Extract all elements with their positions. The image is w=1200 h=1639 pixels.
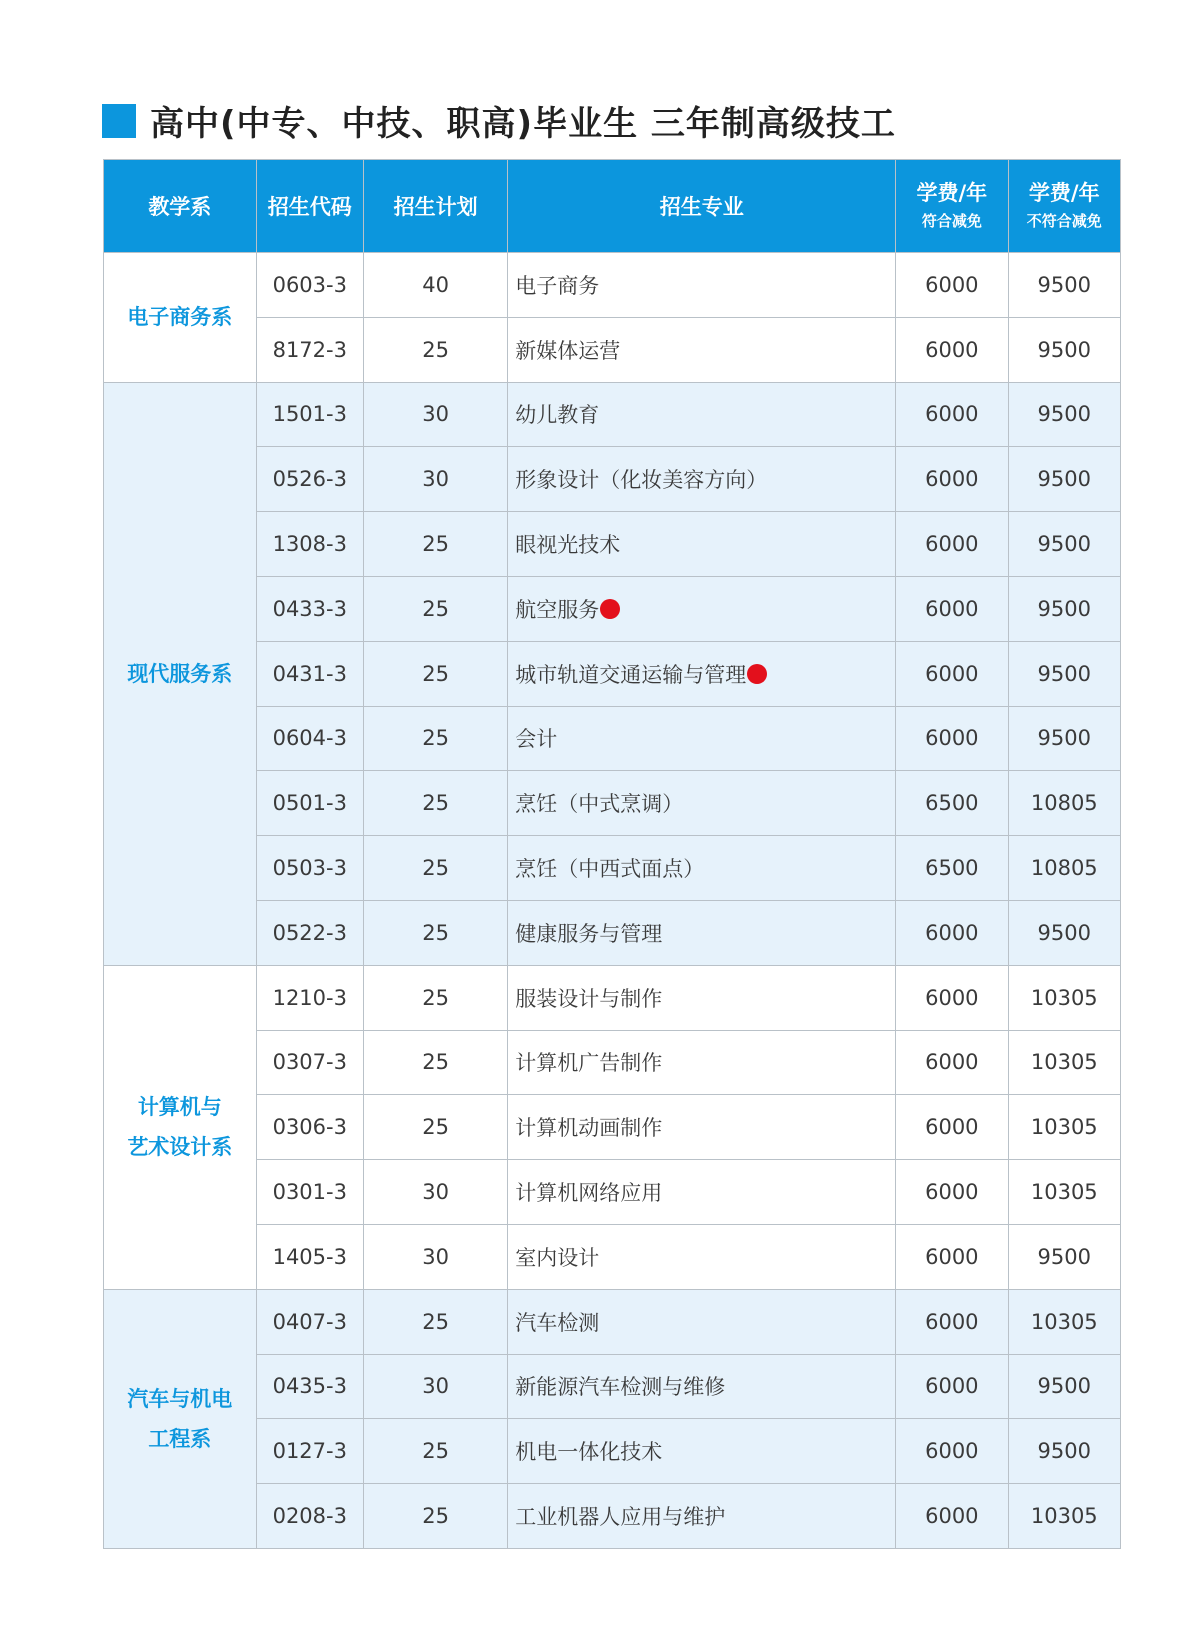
plan-cell xyxy=(363,900,507,965)
code-cell xyxy=(256,771,363,836)
major-cell xyxy=(508,1354,896,1419)
plan-cell xyxy=(363,512,507,577)
fee-eligible-cell-text: 6500 xyxy=(925,856,979,881)
header-fee-ineligible xyxy=(1008,160,1120,253)
code-cell-text: 0603-3 xyxy=(272,272,347,297)
fee-ineligible-cell xyxy=(1008,836,1120,901)
fee-eligible-cell-text: 6000 xyxy=(925,467,979,492)
plan-cell-text: 25 xyxy=(422,920,449,945)
code-cell xyxy=(256,1289,363,1354)
department-cell xyxy=(104,965,257,1289)
code-cell-text: 0433-3 xyxy=(272,596,347,621)
fee-eligible-cell xyxy=(896,1160,1008,1225)
fee-eligible-cell xyxy=(896,382,1008,447)
department-name-line: 艺术设计系 xyxy=(127,1135,233,1160)
code-cell xyxy=(256,641,363,706)
fee-ineligible-cell-text: 9500 xyxy=(1037,337,1091,362)
code-cell xyxy=(256,317,363,382)
plan-cell xyxy=(363,1095,507,1160)
code-cell-text: 0526-3 xyxy=(272,467,347,492)
table-row xyxy=(104,900,1121,965)
fee-ineligible-cell xyxy=(1008,900,1120,965)
fee-eligible-cell xyxy=(896,1419,1008,1484)
code-cell-text: 0604-3 xyxy=(272,726,347,751)
plan-cell-text: 25 xyxy=(422,1050,449,1075)
fee-eligible-cell xyxy=(896,1224,1008,1289)
table-row xyxy=(104,1419,1121,1484)
major-cell-text: 航空服务 xyxy=(515,597,600,622)
code-cell xyxy=(256,382,363,447)
fee-ineligible-cell xyxy=(1008,1419,1120,1484)
table-row xyxy=(104,382,1121,447)
fee-ineligible-cell xyxy=(1008,1224,1120,1289)
table-row xyxy=(104,1160,1121,1225)
fee-eligible-cell xyxy=(896,1354,1008,1419)
table-body xyxy=(104,253,1121,1549)
code-cell xyxy=(256,1160,363,1225)
major-cell xyxy=(508,1030,896,1095)
plan-cell-text: 25 xyxy=(422,1309,449,1334)
fee-eligible-cell-text: 6000 xyxy=(925,1115,979,1140)
plan-cell-text: 25 xyxy=(422,1504,449,1529)
fee-eligible-cell xyxy=(896,771,1008,836)
code-cell-text: 0307-3 xyxy=(272,1050,347,1075)
red-dot-icon xyxy=(600,599,620,619)
major-cell xyxy=(508,965,896,1030)
major-cell xyxy=(508,382,896,447)
fee-ineligible-cell-text: 9500 xyxy=(1037,467,1091,492)
plan-cell xyxy=(363,771,507,836)
plan-cell-text: 30 xyxy=(422,1374,449,1399)
fee-eligible-cell xyxy=(896,317,1008,382)
fee-ineligible-cell-text: 10305 xyxy=(1030,1180,1098,1205)
table-row xyxy=(104,512,1121,577)
plan-cell-text: 30 xyxy=(422,1244,449,1269)
code-cell-text: 0407-3 xyxy=(272,1309,347,1334)
plan-cell xyxy=(363,382,507,447)
code-cell xyxy=(256,1484,363,1549)
table-row xyxy=(104,836,1121,901)
major-cell xyxy=(508,253,896,318)
major-cell xyxy=(508,1160,896,1225)
major-cell-text: 烹饪（中式烹调） xyxy=(515,792,684,817)
code-cell-text: 1308-3 xyxy=(272,532,347,557)
fee-ineligible-cell xyxy=(1008,706,1120,771)
code-cell xyxy=(256,1419,363,1484)
major-cell-text: 会计 xyxy=(515,727,558,752)
fee-eligible-cell-text: 6000 xyxy=(925,1504,979,1529)
fee-eligible-cell-text: 6000 xyxy=(925,596,979,621)
plan-cell xyxy=(363,706,507,771)
fee-eligible-cell xyxy=(896,641,1008,706)
fee-ineligible-cell-text: 9500 xyxy=(1037,1244,1091,1269)
plan-cell-text: 25 xyxy=(422,726,449,751)
plan-cell xyxy=(363,447,507,512)
plan-cell xyxy=(363,576,507,641)
table-row xyxy=(104,1030,1121,1095)
header-plan: 招生计划 xyxy=(363,160,507,253)
fee-ineligible-cell xyxy=(1008,447,1120,512)
fee-eligible-cell-text: 6000 xyxy=(925,1244,979,1269)
plan-cell-text: 25 xyxy=(422,1115,449,1140)
fee-ineligible-cell xyxy=(1008,1095,1120,1160)
fee-eligible-cell xyxy=(896,1095,1008,1160)
fee-ineligible-cell xyxy=(1008,641,1120,706)
code-cell xyxy=(256,1030,363,1095)
fee-eligible-cell-text: 6000 xyxy=(925,532,979,557)
fee-ineligible-cell-text: 9500 xyxy=(1037,596,1091,621)
code-cell-text: 0431-3 xyxy=(272,661,347,686)
table-row xyxy=(104,1354,1121,1419)
fee-eligible-cell-text: 6000 xyxy=(925,1050,979,1075)
header-major: 招生专业 xyxy=(508,160,896,253)
title-square-icon xyxy=(102,104,136,138)
major-cell xyxy=(508,317,896,382)
fee-ineligible-cell-text: 9500 xyxy=(1037,402,1091,427)
table-row xyxy=(104,1095,1121,1160)
fee-eligible-cell xyxy=(896,965,1008,1030)
major-cell xyxy=(508,771,896,836)
major-cell-text: 眼视光技术 xyxy=(515,533,621,558)
fee-ineligible-cell-text: 9500 xyxy=(1037,726,1091,751)
red-dot-icon xyxy=(747,664,767,684)
code-cell xyxy=(256,836,363,901)
major-cell xyxy=(508,706,896,771)
major-cell-text: 幼儿教育 xyxy=(515,403,600,428)
major-cell-text: 城市轨道交通运输与管理 xyxy=(515,662,747,687)
fee-ineligible-cell xyxy=(1008,1160,1120,1225)
major-cell-text: 新媒体运营 xyxy=(515,338,621,363)
major-cell-text: 烹饪（中西式面点） xyxy=(515,857,705,882)
code-cell xyxy=(256,253,363,318)
fee-ineligible-cell xyxy=(1008,771,1120,836)
plan-cell xyxy=(363,965,507,1030)
fee-eligible-cell xyxy=(896,1484,1008,1549)
table-row xyxy=(104,1224,1121,1289)
fee-ineligible-cell-text: 9500 xyxy=(1037,920,1091,945)
code-cell-text: 0306-3 xyxy=(272,1115,347,1140)
department-name-line: 汽车与机电 xyxy=(127,1386,233,1411)
code-cell xyxy=(256,1095,363,1160)
major-cell-text: 计算机网络应用 xyxy=(515,1181,663,1206)
major-cell xyxy=(508,641,896,706)
header-department: 教学系 xyxy=(104,160,257,253)
fee-ineligible-cell-text: 10805 xyxy=(1030,791,1098,816)
plan-cell-text: 30 xyxy=(422,1180,449,1205)
code-cell xyxy=(256,576,363,641)
fee-eligible-cell-text: 6000 xyxy=(925,1309,979,1334)
code-cell xyxy=(256,900,363,965)
major-cell-text: 汽车检测 xyxy=(515,1310,600,1335)
major-cell-text: 电子商务 xyxy=(515,273,600,298)
major-cell-text: 服装设计与制作 xyxy=(515,986,663,1011)
department-cell xyxy=(104,253,257,383)
fee-ineligible-cell xyxy=(1008,1354,1120,1419)
fee-eligible-cell xyxy=(896,836,1008,901)
code-cell-text: 1210-3 xyxy=(272,985,347,1010)
fee-ineligible-cell xyxy=(1008,1289,1120,1354)
department-name-line: 工程系 xyxy=(148,1426,212,1451)
plan-cell xyxy=(363,317,507,382)
table-row xyxy=(104,706,1121,771)
enrollment-table xyxy=(103,159,1121,1549)
table-row xyxy=(104,1289,1121,1354)
code-cell xyxy=(256,965,363,1030)
fee-ineligible-cell-text: 10305 xyxy=(1030,1504,1098,1529)
page-title: 高中(中专、中技、职高)毕业生 三年制高级技工 xyxy=(150,104,896,144)
plan-cell-text: 30 xyxy=(422,402,449,427)
plan-cell-text: 25 xyxy=(422,1439,449,1464)
plan-cell xyxy=(363,1030,507,1095)
department-cell xyxy=(104,1289,257,1548)
fee-eligible-cell-text: 6000 xyxy=(925,402,979,427)
fee-ineligible-cell-text: 10305 xyxy=(1030,1050,1098,1075)
major-cell xyxy=(508,1095,896,1160)
plan-cell-text: 25 xyxy=(422,791,449,816)
code-cell xyxy=(256,1354,363,1419)
fee-ineligible-cell-text: 9500 xyxy=(1037,272,1091,297)
plan-cell xyxy=(363,1354,507,1419)
fee-ineligible-cell-text: 10305 xyxy=(1030,1115,1098,1140)
department-name-line: 计算机与 xyxy=(137,1095,222,1120)
table-row xyxy=(104,965,1121,1030)
major-cell xyxy=(508,576,896,641)
table-row xyxy=(104,771,1121,836)
major-cell-text: 健康服务与管理 xyxy=(515,921,663,946)
plan-cell-text: 30 xyxy=(422,467,449,492)
plan-cell-text: 25 xyxy=(422,596,449,621)
plan-cell xyxy=(363,836,507,901)
major-cell xyxy=(508,900,896,965)
major-cell xyxy=(508,1484,896,1549)
plan-cell-text: 25 xyxy=(422,661,449,686)
department-name-line: 现代服务系 xyxy=(127,661,233,686)
code-cell-text: 0127-3 xyxy=(272,1439,347,1464)
fee-ineligible-cell-text: 10305 xyxy=(1030,1309,1098,1334)
table-header xyxy=(104,160,1121,253)
plan-cell-text: 25 xyxy=(422,337,449,362)
fee-eligible-cell-text: 6000 xyxy=(925,985,979,1010)
code-cell-text: 0208-3 xyxy=(272,1504,347,1529)
code-cell-text: 0501-3 xyxy=(272,791,347,816)
plan-cell xyxy=(363,1224,507,1289)
code-cell-text: 1405-3 xyxy=(272,1244,347,1269)
table-row xyxy=(104,576,1121,641)
fee-ineligible-cell-text: 9500 xyxy=(1037,1374,1091,1399)
table-row xyxy=(104,447,1121,512)
fee-eligible-cell-text: 6000 xyxy=(925,661,979,686)
code-cell-text: 1501-3 xyxy=(272,402,347,427)
code-cell-text: 0435-3 xyxy=(272,1374,347,1399)
code-cell-text: 0503-3 xyxy=(272,856,347,881)
plan-cell xyxy=(363,1484,507,1549)
fee-ineligible-cell-text: 9500 xyxy=(1037,1439,1091,1464)
fee-ineligible-cell xyxy=(1008,576,1120,641)
table-row xyxy=(104,1484,1121,1549)
fee-eligible-cell-text: 6000 xyxy=(925,920,979,945)
plan-cell xyxy=(363,1419,507,1484)
major-cell xyxy=(508,512,896,577)
fee-eligible-cell xyxy=(896,253,1008,318)
major-cell-text: 新能源汽车检测与维修 xyxy=(515,1375,726,1400)
fee-ineligible-cell xyxy=(1008,382,1120,447)
fee-ineligible-cell-text: 10305 xyxy=(1030,985,1098,1010)
fee-ineligible-cell-text: 9500 xyxy=(1037,661,1091,686)
header-code: 招生代码 xyxy=(256,160,363,253)
major-cell xyxy=(508,836,896,901)
fee-ineligible-cell xyxy=(1008,1030,1120,1095)
plan-cell xyxy=(363,253,507,318)
fee-eligible-cell-text: 6000 xyxy=(925,726,979,751)
fee-ineligible-cell xyxy=(1008,512,1120,577)
code-cell xyxy=(256,512,363,577)
page-header xyxy=(102,96,896,145)
header-fee-ineligible-sub: 不符合减免 xyxy=(1026,212,1102,230)
fee-eligible-cell xyxy=(896,1289,1008,1354)
fee-eligible-cell xyxy=(896,1030,1008,1095)
major-cell xyxy=(508,1224,896,1289)
fee-ineligible-cell-text: 10805 xyxy=(1030,856,1098,881)
fee-eligible-cell xyxy=(896,447,1008,512)
header-fee-ineligible-main: 学费/年 xyxy=(1028,181,1100,205)
table-row xyxy=(104,317,1121,382)
department-cell xyxy=(104,382,257,965)
fee-eligible-cell-text: 6000 xyxy=(925,1180,979,1205)
table-row xyxy=(104,253,1121,318)
fee-eligible-cell xyxy=(896,706,1008,771)
plan-cell-text: 25 xyxy=(422,856,449,881)
major-cell xyxy=(508,1289,896,1354)
major-cell-text: 计算机广告制作 xyxy=(515,1051,663,1076)
major-cell-text: 工业机器人应用与维护 xyxy=(515,1505,726,1530)
fee-ineligible-cell-text: 9500 xyxy=(1037,532,1091,557)
code-cell-text: 8172-3 xyxy=(272,337,347,362)
plan-cell-text: 25 xyxy=(422,532,449,557)
fee-eligible-cell xyxy=(896,900,1008,965)
header-row xyxy=(104,160,1121,253)
major-cell-text: 室内设计 xyxy=(515,1245,600,1270)
major-cell-text: 机电一体化技术 xyxy=(515,1440,663,1465)
code-cell xyxy=(256,706,363,771)
fee-eligible-cell-text: 6000 xyxy=(925,337,979,362)
major-cell-text: 计算机动画制作 xyxy=(515,1116,663,1141)
major-cell-text: 形象设计（化妆美容方向） xyxy=(515,468,768,493)
fee-eligible-cell-text: 6000 xyxy=(925,272,979,297)
fee-eligible-cell-text: 6000 xyxy=(925,1374,979,1399)
header-fee-eligible-main: 学费/年 xyxy=(916,181,988,205)
code-cell xyxy=(256,1224,363,1289)
header-fee-eligible-sub: 符合减免 xyxy=(921,212,982,230)
header-fee-eligible xyxy=(896,160,1008,253)
fee-ineligible-cell xyxy=(1008,1484,1120,1549)
code-cell-text: 0301-3 xyxy=(272,1180,347,1205)
fee-eligible-cell xyxy=(896,512,1008,577)
fee-ineligible-cell xyxy=(1008,253,1120,318)
major-cell xyxy=(508,1419,896,1484)
fee-eligible-cell xyxy=(896,576,1008,641)
major-cell xyxy=(508,447,896,512)
plan-cell xyxy=(363,1289,507,1354)
code-cell-text: 0522-3 xyxy=(272,920,347,945)
table-row xyxy=(104,641,1121,706)
plan-cell-text: 25 xyxy=(422,985,449,1010)
code-cell xyxy=(256,447,363,512)
plan-cell xyxy=(363,641,507,706)
fee-eligible-cell-text: 6500 xyxy=(925,791,979,816)
fee-eligible-cell-text: 6000 xyxy=(925,1439,979,1464)
fee-ineligible-cell xyxy=(1008,965,1120,1030)
department-name-line: 电子商务系 xyxy=(127,305,233,330)
plan-cell-text: 40 xyxy=(422,272,449,297)
plan-cell xyxy=(363,1160,507,1225)
fee-ineligible-cell xyxy=(1008,317,1120,382)
